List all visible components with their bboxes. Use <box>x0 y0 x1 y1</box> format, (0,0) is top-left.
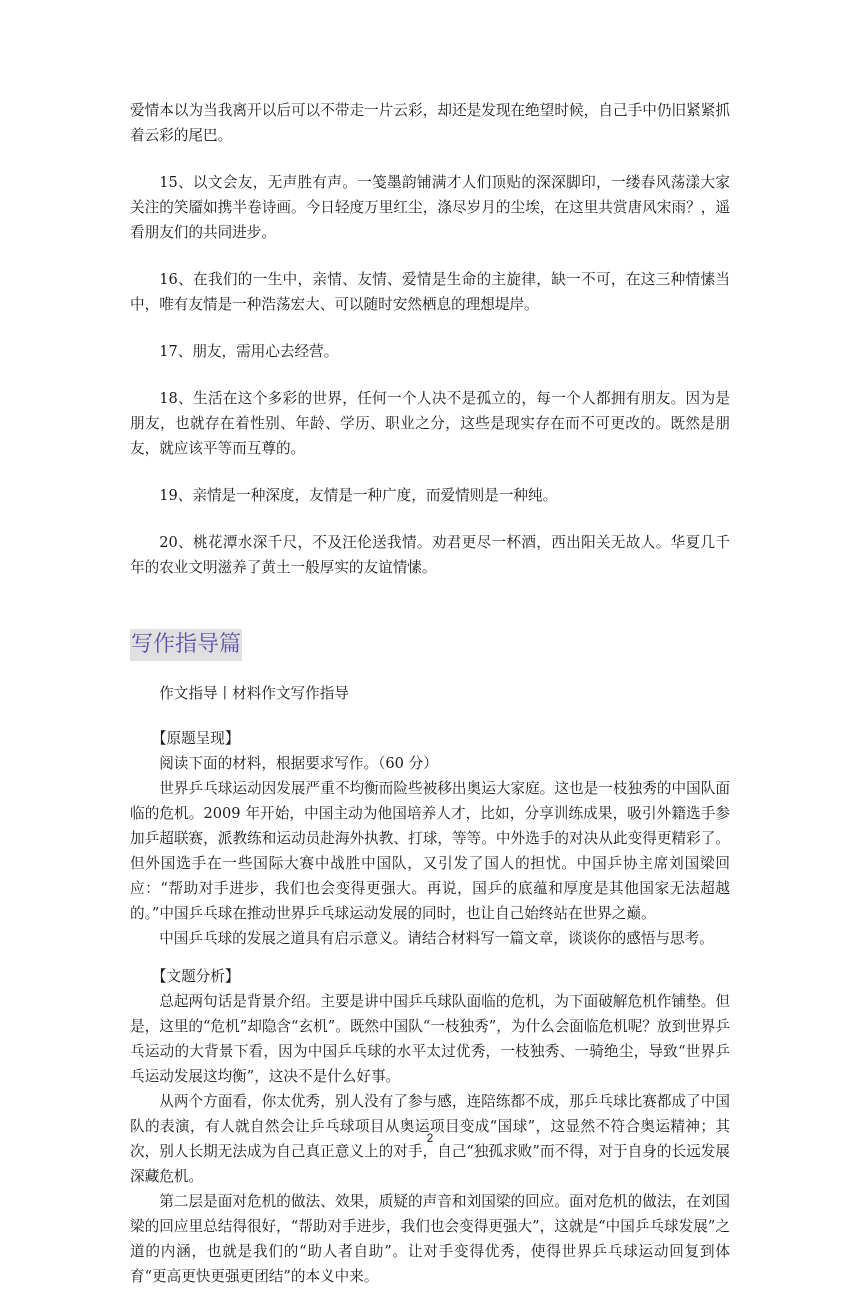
quote-paragraph-continued: 爱情本以为当我离开以后可以不带走一片云彩，却还是发现在绝望时候，自己手中仍旧紧紧抓着云彩的尾巴。 <box>130 102 730 144</box>
original-problem-material: 世界乒乓球运动因发展严重不均衡而险些被移出奥运大家庭。这也是一枝独秀的中国队面临的危机。2009 年开始，中国主动为他国培养人才，比如，分享训练成果，吸引外籍选手参加乒超联赛，派教练和运动员赴海外执教、打球，等等。中外选手的对决从此变得更精彩了。但外国选手在一些国际大赛中战胜中国队，又引发了国人的担忧。中国乒协主席刘国梁回应：“帮助对手进步，我们也会变得更强大。再说，国乒的底蕴和厚度是其他国家无法超越的。”中国乒乓球在推动世界乒乓球运动发展的同时，也让自己始终站在世界之巅。 <box>130 780 730 922</box>
spacer <box>130 951 730 964</box>
quote-paragraph-16: 16、在我们的一生中，亲情、友情、爱情是生命的主旋律，缺一不可，在这三种情愫当中，唯有友情是一种浩荡宏大、可以随时安然栖息的理想堤岸。 <box>130 271 730 313</box>
quote-paragraph-18: 18、生活在这个多彩的世界，任何一个人决不是孤立的，每一个人都拥有朋友。因为是朋友，也就存在着性别、年龄、学历、职业之分，这些是现实存在而不可更改的。既然是朋友，就应该平等而互尊的。 <box>130 390 730 457</box>
analysis-paragraph-2: 从两个方面看，你太优秀，别人没有了参与感，连陪练都不成，那乒乓球比赛都成了中国队的表演，有人就自然会让乒乓球项目从奥运项目变成“国球”，这显然不符合奥运精神；其次，别人长期无法成为自己真正意义上的对手，自己“独孤求败”而不得，对于自身的长远发展深藏危机。 <box>130 1093 730 1185</box>
guide-title: 作文指导丨材料作文写作指导 <box>159 685 349 702</box>
quote-paragraph-17: 17、朋友，需用心去经营。 <box>159 343 339 360</box>
quote-paragraph-20: 20、桃花潭水深千尺，不及汪伦送我情。劝君更尽一杯酒，西出阳关无故人。华夏几千年的农业文明滋养了黄土一般厚实的友谊情愫。 <box>130 534 730 576</box>
original-problem-label: 【原题呈现】 <box>151 730 240 747</box>
page-content <box>130 98 730 1289</box>
quote-paragraph-19: 19、亲情是一种深度，友情是一种广度，而爱情则是一种纯。 <box>159 487 558 504</box>
original-problem-instruction: 阅读下面的材料，根据要求写作。（60 分） <box>159 755 438 772</box>
quote-paragraph-15: 15、以文会友，无声胜有声。一笺墨韵铺满才人们顶贴的深深脚印，一缕春风荡漾大家关注的笑靥如携半卷诗画。今日轻度万里红尘，涤尽岁月的尘埃，在这里共赏唐风宋雨？，遥看朋友们的共同进步。 <box>130 174 730 241</box>
section-heading: 写作指导篇 <box>130 629 242 661</box>
original-problem-task: 中国乒乓球的发展之道具有启示意义。请结合材料写一篇文章，谈谈你的感悟与思考。 <box>159 930 714 947</box>
analysis-label: 【文题分析】 <box>151 968 240 985</box>
page-number: 2 <box>426 1131 434 1145</box>
analysis-paragraph-3: 第二层是面对危机的做法、效果，质疑的声音和刘国梁的回应。面对危机的做法，在刘国梁的回应里总结得很好，“帮助对手进步，我们也会变得更强大”，这就是“中国乒乓球发展”之道的内涵，也就是我们的“助人者自助”。让对手变得优秀，使得世界乒乓球运动回复到体育“更高更快更强更团结”的本义中来。 <box>130 1193 730 1285</box>
analysis-paragraph-1: 总起两句话是背景介绍。主要是讲中国乒乓球队面临的危机，为下面破解危机作铺垫。但是，这里的“危机”却隐含“玄机”。既然中国队“一枝独秀”，为什么会面临危机呢？放到世界乒乓运动的大背景下看，因为中国乒乓球的水平太过优秀，一枝独秀、一骑绝尘，导致“世界乒乓运动发展这均衡”，这决不是什么好事。 <box>130 993 730 1085</box>
